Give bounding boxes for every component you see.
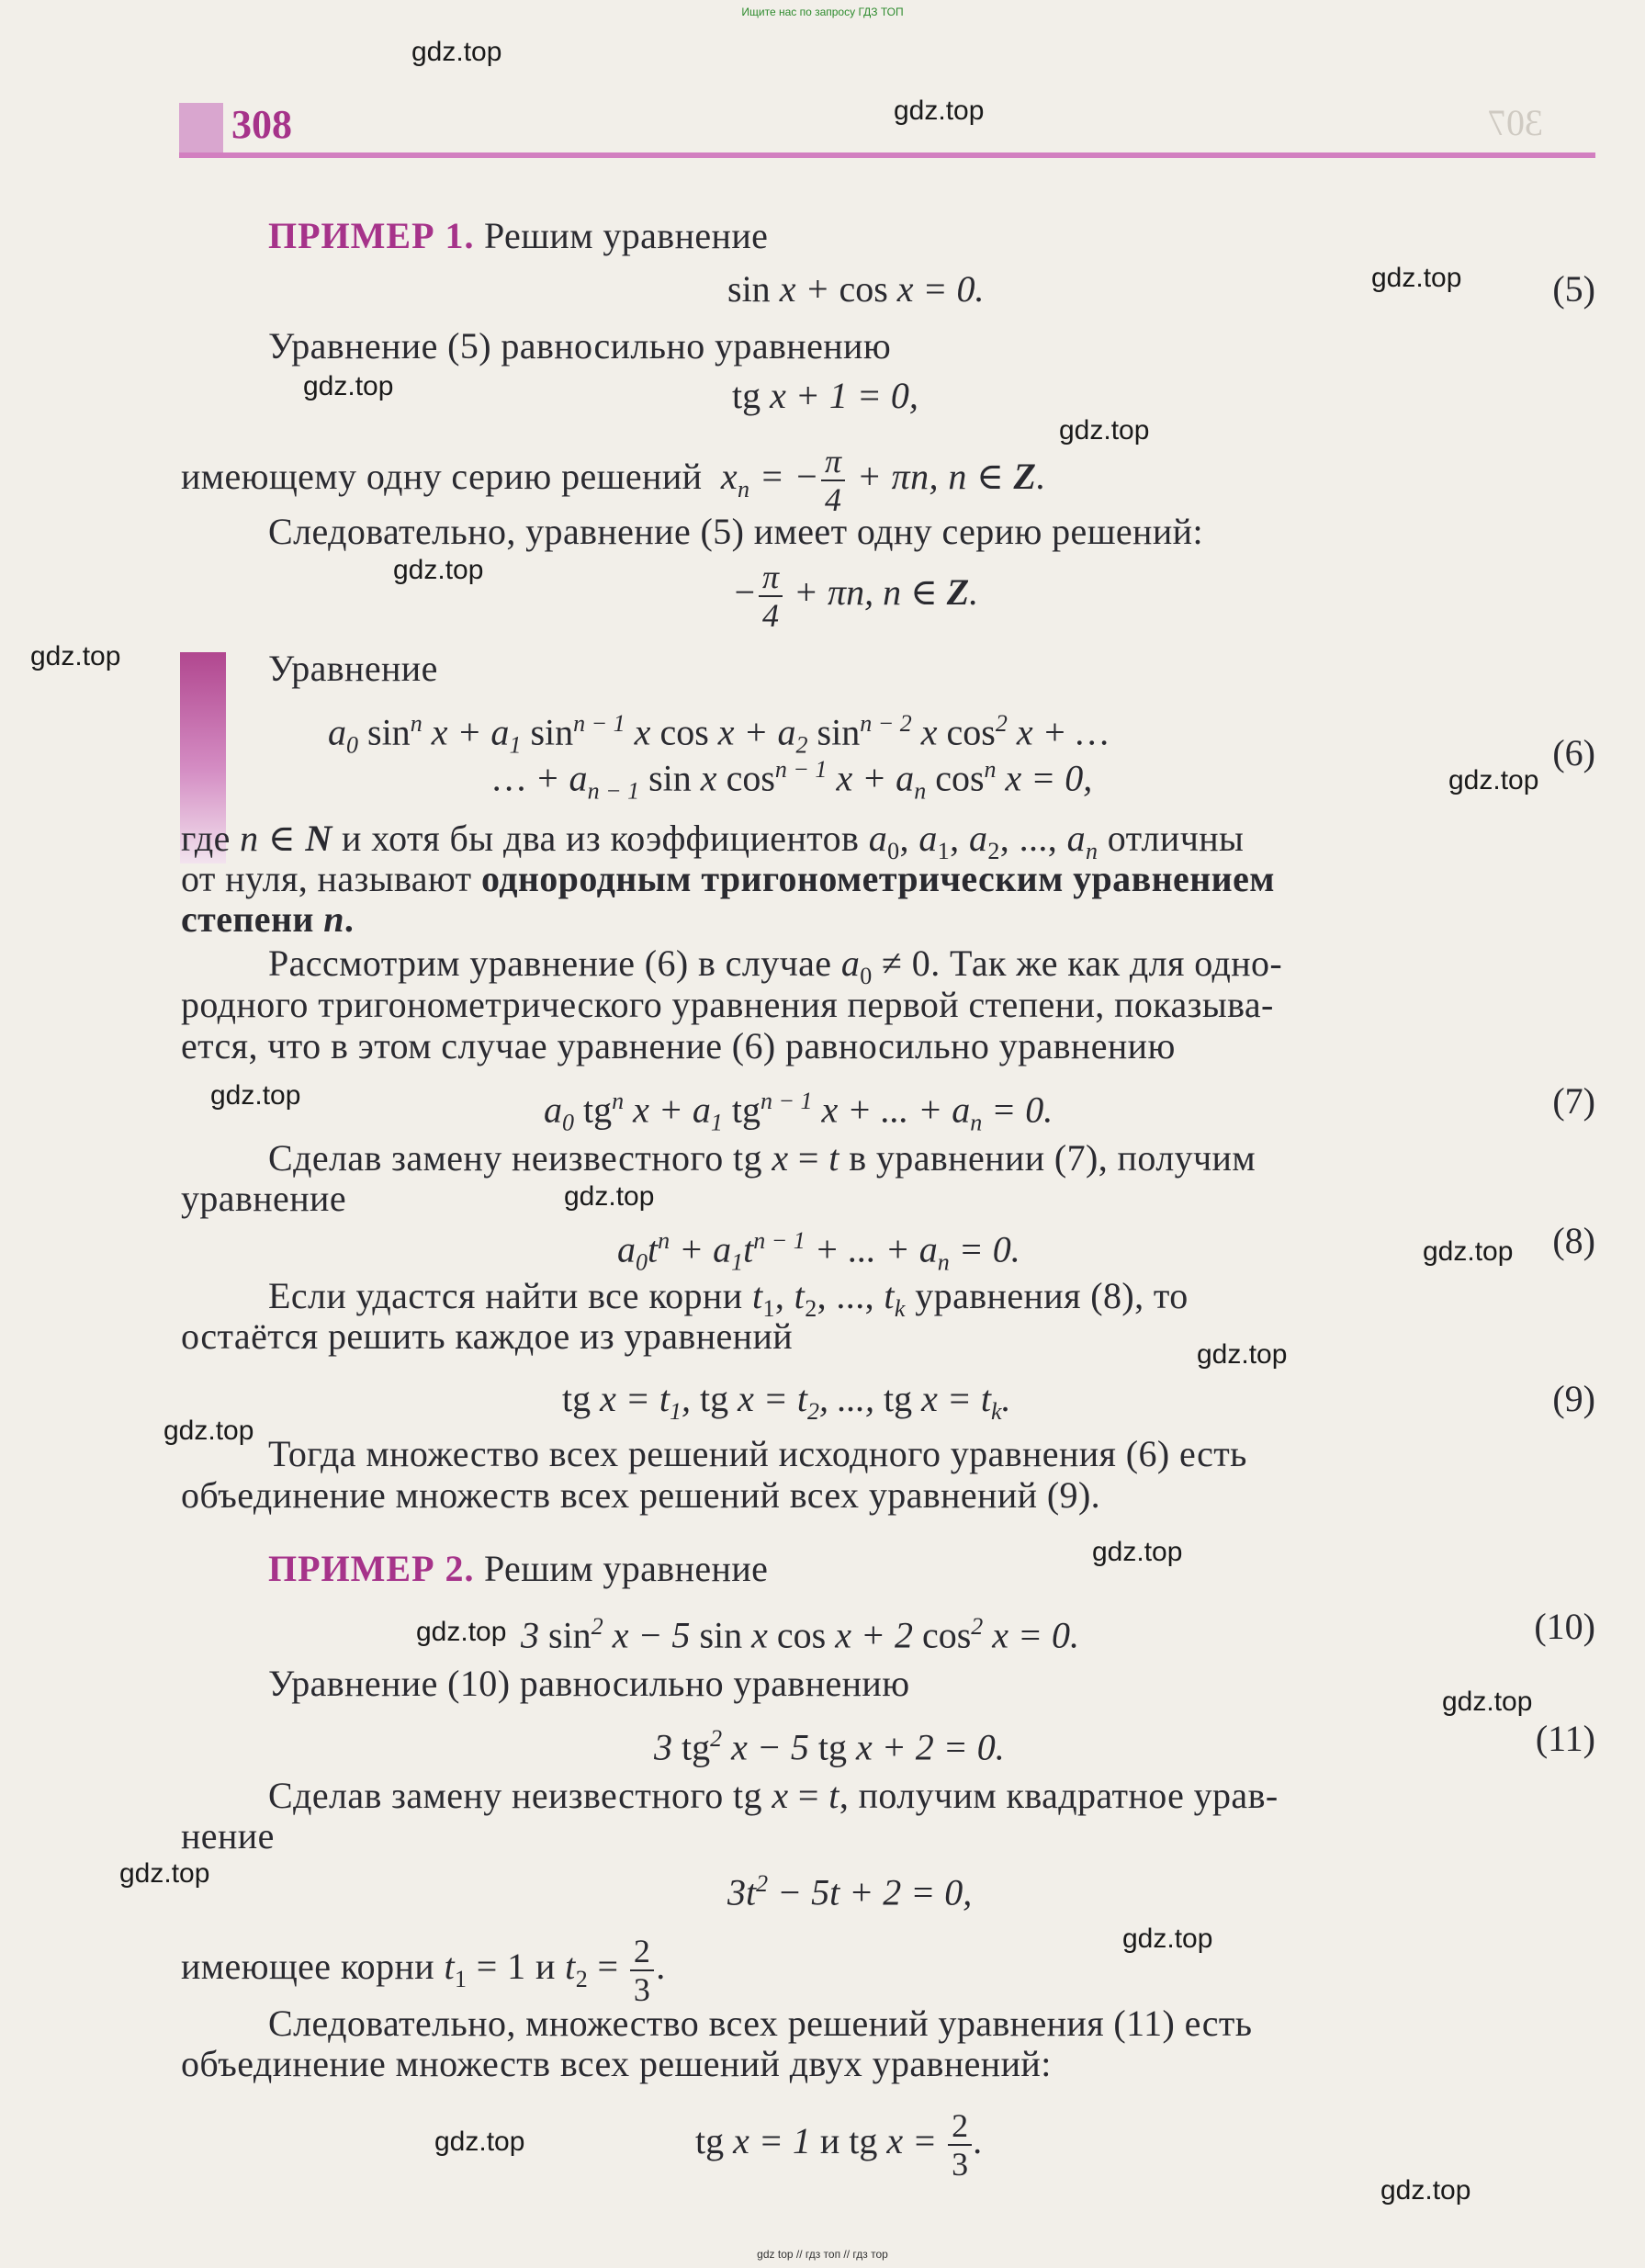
roots-line1: Если удастся найти все корни $t_1$, $t_2$, ..., $t_k$ уравнения (8), то bbox=[268, 1275, 1189, 1322]
quadratic-equation: $3t^2 - 5t + 2 = 0$, bbox=[727, 1870, 973, 1913]
example2-roots-line: имеющее корни $t_1 = 1$ и $t_2$ = $\frac{2}{3}$ . bbox=[181, 1933, 666, 2008]
watermark: gdz.top bbox=[1380, 2175, 1471, 2206]
case-line3: ется, что в этом случае уравнение (6) равносильно уравнению bbox=[181, 1025, 1176, 1066]
example1-heading bbox=[268, 215, 768, 257]
definition-term: однородным тригонометрическим уравнением bbox=[480, 858, 1275, 899]
watermark: gdz.top bbox=[1442, 1687, 1533, 1717]
example2-conclusion-line1: Следовательно, множество всех решений уравнения (11) есть bbox=[268, 2003, 1253, 2044]
definition-where-line: где n ∈ N и хотя бы два из коэффициентов $a_0$, $a_1$, $a_2$, ..., $a_n$ отличны bbox=[181, 818, 1245, 864]
definition-word: Уравнение bbox=[268, 648, 438, 689]
example2-equation: 3 $\sin^2 x - 5$ sin x cos x + 2 $\cos^2 x = 0$. bbox=[521, 1613, 1080, 1656]
equation-label: (5) bbox=[1552, 268, 1595, 310]
equation-label: (7) bbox=[1552, 1080, 1595, 1122]
watermark: gdz.top bbox=[1092, 1537, 1183, 1567]
example1-equation: sin x + cos x = 0. bbox=[727, 268, 985, 310]
case-line1: Рассмотрим уравнение (6) в случае $a_0 \ne 0$. Так же как для одно- bbox=[268, 942, 1283, 989]
watermark: gdz.top bbox=[1371, 263, 1462, 293]
example1-equiv-text: Уравнение (5) равносильно уравнению bbox=[268, 325, 892, 367]
watermark: gdz.top bbox=[411, 37, 502, 67]
watermark: gdz.top bbox=[1122, 1924, 1213, 1954]
watermark: gdz.top bbox=[434, 2127, 525, 2157]
page-number: 308 bbox=[231, 102, 292, 147]
top-note: Ищите нас по запросу ГДЗ ТОП bbox=[741, 6, 904, 18]
case-equation: $a_0$ $tg^n$ $x + a_1$ $tg^{n - 1}$ x + ... + $a_n = 0$. bbox=[544, 1088, 1053, 1136]
union-line2: объединение множеств всех решений всех уравнений (9). bbox=[181, 1474, 1101, 1516]
example1-conclusion: Следовательно, уравнение (5) имеет одну серию решений: bbox=[268, 511, 1203, 552]
example2-heading bbox=[268, 1548, 768, 1590]
watermark: gdz.top bbox=[416, 1617, 507, 1647]
equation-label: (9) bbox=[1552, 1378, 1595, 1419]
example2-subst-line2: нение bbox=[181, 1815, 275, 1856]
example1-title: ПРИМЕР 1. bbox=[268, 215, 475, 256]
definition-equation-line1: $a_0$ $\sin^n x + a_1$ $\sin^{n - 1} x$ $\cos x + a_2$ $\sin^{n - 2} x$ $\cos^2 x$ + … bbox=[328, 710, 1110, 759]
example2-final-equation: tg x = 1 и tg x = $\frac{2}{3}$ . bbox=[695, 2107, 984, 2183]
watermark: gdz.top bbox=[1197, 1339, 1288, 1370]
example2-title: ПРИМЕР 2. bbox=[268, 1548, 475, 1589]
subst-line2: уравнение bbox=[181, 1178, 346, 1219]
definition-line3: степени n. bbox=[181, 898, 355, 940]
roots-equation: tg $x = t_1$, tg $x = t_2$, ..., tg $x = t_k$. bbox=[562, 1378, 1011, 1425]
watermark: gdz.top bbox=[119, 1858, 210, 1889]
example2-equiv-text: Уравнение (10) равносильно уравнению bbox=[268, 1663, 910, 1704]
watermark: gdz.top bbox=[210, 1080, 301, 1111]
watermark: gdz.top bbox=[163, 1416, 254, 1446]
bottom-note: gdz top // гдз топ // гдз тор bbox=[757, 2248, 888, 2261]
definition-equation-line2: … + $a_{n - 1}$ sin x $\cos^{n - 1} x + a_n$ $\cos^n x = 0$, bbox=[493, 756, 1093, 805]
equation-label: (6) bbox=[1552, 732, 1595, 773]
example1-series-line: имеющему одну серию решений $x_n$ = − $\frac{\pi}{4}$ + πn, n ∈ Z. bbox=[181, 443, 1046, 518]
example1-series-text: имеющему одну серию решений bbox=[181, 456, 703, 498]
watermark: gdz.top bbox=[564, 1181, 655, 1212]
example1-conclusion-formula: − $\frac{\pi}{4}$ + πn, n ∈ Z. bbox=[732, 559, 979, 634]
bleed-through-page-number: 307 bbox=[1488, 102, 1543, 143]
equation-label: (11) bbox=[1535, 1718, 1595, 1759]
roots-line2: остаётся решить каждое из уравнений bbox=[181, 1315, 794, 1357]
example2-equiv-equation: 3 $tg^2$ x − 5 tg x + 2 = 0. bbox=[654, 1725, 1005, 1768]
example2-intro: Решим уравнение bbox=[483, 1548, 769, 1589]
definition-line2 bbox=[181, 858, 1275, 900]
equation-label: (8) bbox=[1552, 1220, 1595, 1261]
case-line2: родного тригонометрического уравнения первой степени, показыва- bbox=[181, 984, 1274, 1025]
example1-intro: Решим уравнение bbox=[483, 215, 769, 256]
watermark: gdz.top bbox=[1448, 765, 1539, 795]
example1-equiv-equation: tg x + 1 = 0, bbox=[732, 375, 918, 416]
watermark: gdz.top bbox=[303, 371, 394, 401]
subst-line1: Сделав замену неизвестного tg x = t в уравнении (7), получим bbox=[268, 1137, 1256, 1179]
example2-conclusion-line2: объединение множеств всех решений двух уравнений: bbox=[181, 2043, 1052, 2084]
watermark: gdz.top bbox=[30, 641, 121, 671]
poly-equation: $a_0t^n + a_1t^{n - 1}$ + ... + $a_n = 0$. bbox=[617, 1227, 1020, 1276]
watermark: gdz.top bbox=[1059, 415, 1150, 446]
equation-label: (10) bbox=[1534, 1606, 1595, 1647]
watermark: gdz.top bbox=[393, 555, 484, 585]
definition-line2-plain: от нуля, называют bbox=[181, 858, 472, 899]
page-number-marker bbox=[179, 103, 223, 154]
example2-subst-line1: Сделав замену неизвестного tg x = t, получим квадратное урав- bbox=[268, 1775, 1279, 1816]
watermark: gdz.top bbox=[894, 96, 985, 126]
header-rule bbox=[179, 152, 1595, 158]
watermark: gdz.top bbox=[1423, 1236, 1514, 1267]
union-line1: Тогда множество всех решений исходного уравнения (6) есть bbox=[268, 1433, 1247, 1474]
